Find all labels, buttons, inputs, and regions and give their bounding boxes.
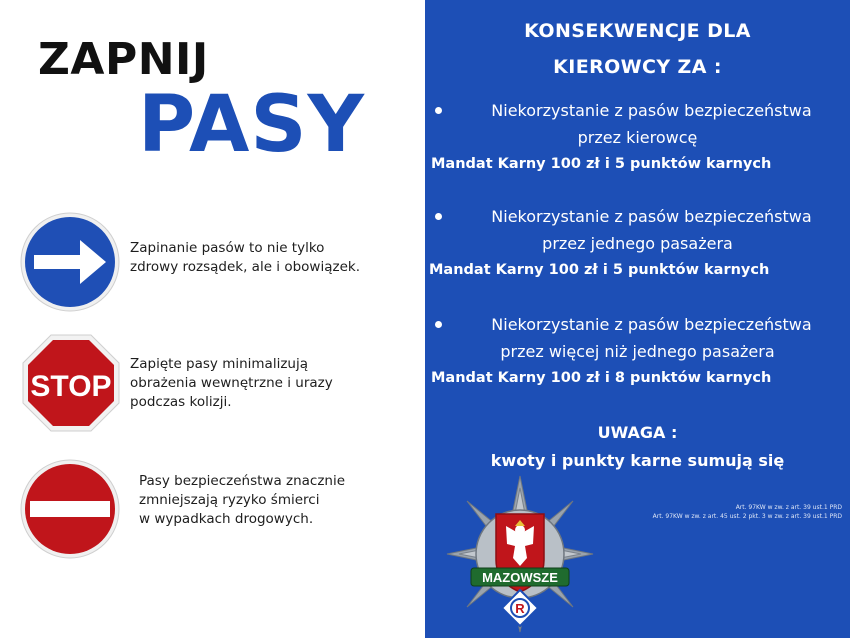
sign-3-description	[139, 472, 345, 529]
sign-3-line-2: zmniejszają ryzyko śmierci	[139, 492, 320, 508]
legal-references	[653, 503, 842, 521]
item-3-line-2: przez więcej niż jednego pasażera	[500, 342, 775, 361]
legal-ref-1: Art. 97KW w zw. z art. 39 ust.1 PRD	[735, 504, 842, 511]
stop-sign-icon	[22, 334, 120, 432]
sign-3-line-1: Pasy bezpieczeństwa znacznie	[139, 473, 346, 489]
left-panel	[0, 0, 425, 638]
consequences-panel	[425, 0, 850, 638]
item-3-fine: Mandat Karny 100 zł i 8 punktów karnych	[431, 370, 772, 386]
sign-2-description	[130, 355, 333, 412]
title-zapnij: ZAPNIJ	[38, 34, 209, 85]
item-1-line-2: przez kierowcę	[577, 128, 698, 147]
stop-sign-label: STOP	[30, 370, 112, 403]
item-3-line-1: Niekorzystanie z pasów bezpieczeństwa	[491, 315, 812, 334]
no-entry-sign-icon	[20, 459, 120, 559]
sign-3-line-3: w wypadkach drogowych.	[139, 511, 314, 527]
blue-arrow-sign-icon	[20, 212, 120, 312]
badge-letter: R	[515, 601, 525, 616]
item-1-fine: Mandat Karny 100 zł i 5 punktów karnych	[431, 156, 772, 172]
sign-1-line-2: zdrowy rozsądek, ale i obowiązek.	[130, 259, 360, 275]
title-pasy: PASY	[138, 80, 366, 170]
consequences-heading-line-1: KONSEKWENCJE DLA	[524, 20, 751, 42]
item-2-line-2: przez jednego pasażera	[542, 234, 733, 253]
legal-ref-2: Art. 97KW w zw. z art. 45 ust. 2 pkt. 3 w zw. z art. 39 ust.1 PRD	[652, 513, 842, 520]
sign-1-description	[130, 239, 360, 277]
badge-label: MAZOWSZE	[482, 570, 558, 585]
sign-2-line-1: Zapięte pasy minimalizują	[130, 356, 308, 372]
police-star-badge-icon	[445, 474, 595, 639]
consequences-heading-line-2: KIEROWCY ZA :	[553, 56, 722, 78]
sign-2-line-3: podczas kolizji.	[130, 394, 232, 410]
sign-1-line-1: Zapinanie pasów to nie tylko	[130, 240, 325, 256]
item-2-fine: Mandat Karny 100 zł i 5 punktów karnych	[429, 262, 770, 278]
note-text: kwoty i punkty karne sumują się	[490, 451, 785, 470]
item-2-line-1: Niekorzystanie z pasów bezpieczeństwa	[491, 207, 812, 226]
sign-2-line-2: obrażenia wewnętrzne i urazy	[130, 375, 333, 391]
item-1-line-1: Niekorzystanie z pasów bezpieczeństwa	[491, 101, 812, 120]
note-title: UWAGA :	[597, 423, 678, 442]
